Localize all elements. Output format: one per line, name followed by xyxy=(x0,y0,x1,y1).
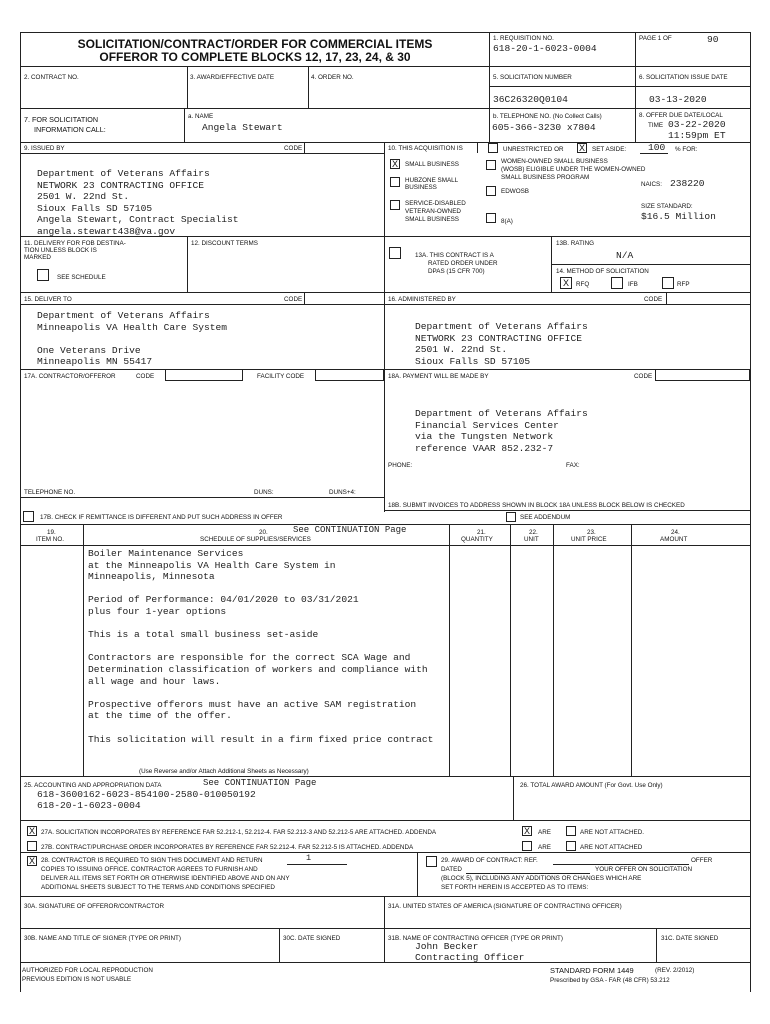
naics-code: 238220 xyxy=(670,178,705,189)
label-discount-terms: 12. DISCOUNT TERMS xyxy=(191,240,258,247)
label-duns4: DUNS+4: xyxy=(329,489,356,496)
schedule-line: Determination classification of workers and compliance with xyxy=(88,663,428,675)
label-facility-code: FACILITY CODE xyxy=(257,373,305,380)
label-sdvosb-3: SMALL BUSINESS xyxy=(405,216,460,223)
label-code-16: CODE xyxy=(644,296,663,303)
schedule-line xyxy=(88,687,433,699)
schedule-description xyxy=(88,548,433,745)
27b-are-not-checkbox[interactable] xyxy=(566,841,576,851)
27a-are-check-mark: X xyxy=(523,826,530,836)
col-amount: AMOUNT xyxy=(660,536,688,543)
label-27b-are-not: ARE NOT ATTACHED xyxy=(580,844,643,851)
schedule-line: Minneapolis, Minnesota xyxy=(88,571,215,583)
label-see-addendum: SEE ADDENDUM xyxy=(520,514,571,521)
administered-by-address xyxy=(415,321,588,367)
issue-date: 03-13-2020 xyxy=(649,94,707,105)
label-pct-for: % FOR: xyxy=(675,146,698,153)
col-item-no: ITEM NO. xyxy=(36,536,64,543)
offer-due-time: 11:59pm ET xyxy=(668,130,726,141)
issued-by-line: Sioux Falls SD 57105 xyxy=(37,202,153,214)
small-business-check-mark: X xyxy=(391,159,398,169)
label-issued-by: 9. ISSUED BY xyxy=(24,145,65,152)
remittance-checkbox[interactable] xyxy=(23,511,34,522)
contact-phone: 605-366-3230 x7804 xyxy=(492,122,596,133)
page-total: 90 xyxy=(707,34,719,45)
payment-line: Financial Services Center xyxy=(415,419,559,431)
label-28-line3: DELIVER ALL ITEMS SET FORTH OR OTHERWISE IDENTIFIED ABOVE AND ON ANY xyxy=(41,875,290,882)
deliver-to-line: Minneapolis VA Health Care System xyxy=(37,321,227,333)
label-29-line3: (BLOCK 5), INCLUDING ANY ADDITIONS OR CHANGES WHICH ARE xyxy=(441,875,642,882)
schedule-line xyxy=(88,641,433,653)
label-rated-order-2: RATED ORDER UNDER xyxy=(428,260,498,267)
label-time: TIME xyxy=(648,122,664,129)
label-27b: 27B. CONTRACT/PURCHASE ORDER INCORPORATES BY REFERENCE FAR 52.212-4. FAR 52.212-5 IS ATTACHED. ADDENDA xyxy=(41,844,414,851)
footer-standard-form: STANDARD FORM 1449 xyxy=(550,966,634,975)
label-27a-are-not: ARE NOT ATTACHED. xyxy=(580,829,645,836)
issued-by-line: Angela Stewart, Contract Specialist xyxy=(37,214,239,226)
label-signature-offeror: 30A. SIGNATURE OF OFFEROR/CONTRACTOR xyxy=(24,903,165,910)
label-rfp: RFP xyxy=(677,281,690,288)
payment-line: via the Tungsten Network xyxy=(415,431,554,443)
27a-are-not-checkbox[interactable] xyxy=(566,826,576,836)
hubzone-checkbox[interactable] xyxy=(390,177,400,187)
schedule-line xyxy=(88,583,433,595)
deliver-to-address xyxy=(37,310,227,368)
col-unit-price: UNIT PRICE xyxy=(571,536,607,543)
setaside-checkbox[interactable] xyxy=(577,143,587,153)
label-signer-name: 30B. NAME AND TITLE OF SIGNER (TYPE OR PRINT) xyxy=(24,935,181,942)
label-payment-by: 18A. PAYMENT WILL BE MADE BY xyxy=(388,373,489,380)
administered-by-line: Sioux Falls SD 57105 xyxy=(415,355,531,367)
small-business-checkbox[interactable] xyxy=(390,159,400,169)
29-checkbox[interactable] xyxy=(426,856,437,867)
officer-name: John Becker xyxy=(415,941,479,952)
label-28-line4: ADDITIONAL SHEETS SUBJECT TO THE TERMS AND CONDITIONS SPECIFIED xyxy=(41,884,275,891)
ifb-checkbox[interactable] xyxy=(611,277,623,289)
label-delivery-fob-3: MARKED xyxy=(24,254,51,261)
col-quantity-num: 21. xyxy=(477,529,486,536)
label-accounting: 25. ACCOUNTING AND APPROPRIATION DATA xyxy=(24,782,162,789)
label-order-no: 4. ORDER NO. xyxy=(311,74,354,81)
27b-checkbox[interactable] xyxy=(27,841,37,851)
label-method: 14. METHOD OF SOLICITATION xyxy=(556,268,649,275)
schedule-line: plus four 1-year options xyxy=(88,605,227,617)
label-for-solicitation: 7. FOR SOLICITATION xyxy=(24,115,99,124)
copies-count: 1 xyxy=(306,853,312,863)
footer-previous-edition: PREVIOUS EDITION IS NOT USABLE xyxy=(22,976,132,983)
administered-by-line: 2501 W. 22nd St. xyxy=(415,344,508,356)
label-29-line4: SET FORTH HEREIN IS ACCEPTED AS TO ITEMS: xyxy=(441,884,589,891)
label-unrestricted: UNRESTRICTED OR xyxy=(503,146,564,153)
27a-are-checkbox[interactable] xyxy=(522,826,532,836)
schedule-line: at the time of the offer. xyxy=(88,710,232,722)
deliver-to-line: Department of Veterans Affairs xyxy=(37,310,210,321)
use-reverse-note: (Use Reverse and/or Attach Additional Sheets as Necessary) xyxy=(139,768,309,775)
label-wosb-3: SMALL BUSINESS PROGRAM xyxy=(501,174,590,181)
label-edwosb: EDWOSB xyxy=(501,188,529,195)
payment-code-field[interactable] xyxy=(655,369,750,381)
label-29-line1: 29. AWARD OF CONTRACT: REF. xyxy=(441,857,538,864)
col-amount-num: 24. xyxy=(671,529,680,536)
label-code-15: CODE xyxy=(284,296,303,303)
form-title-line2: OFFEROR TO COMPLETE BLOCKS 12, 17, 23, 24, & 30 xyxy=(99,50,411,64)
requisition-no: 618-20-1-6023-0004 xyxy=(493,43,597,54)
col-unit-num: 22. xyxy=(529,529,538,536)
28-check-mark: X xyxy=(28,856,35,866)
label-delivery-fob-2: TION UNLESS BLOCK IS xyxy=(24,247,97,254)
footer-authorized: AUTHORIZED FOR LOCAL REPRODUCTION xyxy=(22,967,153,974)
label-telephone: b. TELEPHONE NO. (No Collect Calls) xyxy=(493,113,602,120)
label-setaside: SET ASIDE: xyxy=(592,146,627,153)
see-schedule-checkbox[interactable] xyxy=(37,269,49,281)
rfp-checkbox[interactable] xyxy=(662,277,674,289)
label-29-your-offer: YOUR OFFER ON SOLICITATION xyxy=(595,866,693,873)
label-rating: 13B. RATING xyxy=(556,240,595,247)
label-27a-are: ARE xyxy=(538,829,551,836)
size-standard: $16.5 Million xyxy=(641,211,716,222)
sdvosb-checkbox[interactable] xyxy=(390,200,400,210)
label-signature-officer: 31A. UNITED STATES OF AMERICA (SIGNATURE OF CONTRACTING OFFICER) xyxy=(388,903,622,910)
label-delivery-fob-1: 11. DELIVERY FOR FOB DESTINA- xyxy=(24,240,126,247)
schedule-line: all wage and hour laws. xyxy=(88,675,221,687)
label-information-call: INFORMATION CALL: xyxy=(34,125,106,134)
label-8a: 8(A) xyxy=(501,218,513,225)
contractor-code-field[interactable] xyxy=(165,369,243,381)
label-administered-by: 16. ADMINISTERED BY xyxy=(388,296,456,303)
schedule-line: Boiler Maintenance Services xyxy=(88,548,244,559)
schedule-line xyxy=(88,618,433,630)
label-wosb-1: WOMEN-OWNED SMALL BUSINESS xyxy=(501,158,608,165)
deliver-to-line: Minneapolis MN 55417 xyxy=(37,356,153,368)
label-telephone-no: TELEPHONE NO. xyxy=(24,489,76,496)
accounting-line-1: 618-3600162-6023-854100-2580-010050192 xyxy=(37,789,256,800)
label-rated-order-3: DPAS (15 CFR 700) xyxy=(428,268,485,275)
issued-by-address xyxy=(37,168,239,238)
accounting-line-2: 618-20-1-6023-0004 xyxy=(37,800,141,811)
schedule-line: Contractors are responsible for the correct SCA Wage and xyxy=(88,652,411,664)
issued-by-line: 2501 W. 22nd St. xyxy=(37,191,130,203)
label-offer-due: 8. OFFER DUE DATE/LOCAL xyxy=(639,112,723,119)
label-27a: 27A. SOLICITATION INCORPORATES BY REFERENCE FAR 52.212-1, 52.212-4. FAR 52.212-3 AND 52.212-5 ARE ATTACHED. ADDENDA xyxy=(41,829,437,836)
label-acquisition: 10. THIS ACQUISITION IS xyxy=(388,145,463,152)
officer-title: Contracting Officer xyxy=(415,952,525,963)
schedule-line: at the Minneapolis VA Health Care System in xyxy=(88,559,336,571)
rated-order-checkbox[interactable] xyxy=(389,247,401,259)
label-sdvosb-2: VETERAN-OWNED xyxy=(405,208,461,215)
label-sdvosb-1: SERVICE-DISABLED xyxy=(405,200,466,207)
label-29-dated: DATED xyxy=(441,866,462,873)
label-phone: PHONE: xyxy=(388,462,413,469)
issued-by-line: NETWORK 23 CONTRACTING OFFICE xyxy=(37,179,204,191)
label-29-offer: OFFER xyxy=(691,857,713,864)
label-code-18: CODE xyxy=(634,373,653,380)
rfq-check-mark: X xyxy=(562,278,569,288)
deliver-to-line: One Veterans Drive xyxy=(37,344,141,356)
col-schedule-num: 20. xyxy=(259,529,268,536)
offer-due-date: 03-22-2020 xyxy=(668,119,726,130)
administered-by-line: Department of Veterans Affairs xyxy=(415,321,588,332)
27a-check-mark: X xyxy=(28,826,35,836)
schedule-line: Prospective offerors must have an active SAM registration xyxy=(88,698,417,710)
label-date-signed-30c: 30C. DATE SIGNED xyxy=(283,935,341,942)
rfq-checkbox[interactable] xyxy=(560,277,572,289)
issued-by-line: Department of Veterans Affairs xyxy=(37,168,210,179)
label-small-business: SMALL BUSINESS xyxy=(405,161,460,168)
form-title-line1: SOLICITATION/CONTRACT/ORDER FOR COMMERCIAL ITEMS xyxy=(77,37,433,51)
label-award-date: 3. AWARD/EFFECTIVE DATE xyxy=(190,74,275,81)
label-hubzone-2: BUSINESS xyxy=(405,184,437,191)
label-see-schedule: SEE SCHEDULE xyxy=(57,274,106,281)
rating-value: N/A xyxy=(616,250,634,261)
label-28-line1: 28. CONTRACTOR IS REQUIRED TO SIGN THIS DOCUMENT AND RETURN xyxy=(41,857,263,864)
label-28-line2: COPIES TO ISSUING OFFICE. CONTRACTOR AGREES TO FURNISH AND xyxy=(41,866,258,873)
label-ifb: IFB xyxy=(628,281,638,288)
label-date-signed-31c: 31C. DATE SIGNED xyxy=(661,935,719,942)
solicitation-number: 36C26320Q0104 xyxy=(493,94,568,105)
label-code-17: CODE xyxy=(136,373,155,380)
edwosb-checkbox[interactable] xyxy=(486,186,496,196)
payment-line: reference VAAR 852.232-7 xyxy=(415,442,554,454)
administered-by-line: NETWORK 23 CONTRACTING OFFICE xyxy=(415,332,582,344)
28-checkbox[interactable] xyxy=(27,856,37,866)
label-code-9: CODE xyxy=(284,145,303,152)
label-contractor: 17A. CONTRACTOR/OFFEROR xyxy=(24,373,116,380)
issued-by-line: angela.stewart438@va.gov xyxy=(37,225,176,237)
label-contact-name: a. NAME xyxy=(188,113,214,120)
footer-rev: (REV. 2/2012) xyxy=(655,967,695,974)
label-27b-are: ARE xyxy=(538,844,551,851)
schedule-line: Period of Performance: 04/01/2020 to 03/31/2021 xyxy=(88,594,359,606)
label-solicitation-no: 5. SOLICITATION NUMBER xyxy=(493,74,572,81)
setaside-percent: 100 xyxy=(648,142,666,153)
label-naics: NAICS: xyxy=(641,181,662,188)
schedule-see-continuation: See CONTINUATION Page xyxy=(293,525,407,535)
col-item-no-num: 19. xyxy=(47,529,56,536)
footer-prescribed: Prescribed by GSA - FAR (48 CFR) 53.212 xyxy=(550,977,670,984)
see-addendum-checkbox[interactable] xyxy=(506,512,516,522)
label-fax: FAX: xyxy=(566,462,580,469)
label-wosb-2: (WOSB) ELIGIBLE UNDER THE WOMEN-OWNED xyxy=(501,166,646,173)
label-rfq: RFQ xyxy=(576,281,590,288)
27a-checkbox[interactable] xyxy=(27,826,37,836)
label-submit-invoices: 18B. SUBMIT INVOICES TO ADDRESS SHOWN IN BLOCK 18A UNLESS BLOCK BELOW IS CHECKED xyxy=(388,502,685,509)
schedule-line: This is a total small business set-aside xyxy=(88,629,319,641)
label-size-standard: SIZE STANDARD: xyxy=(641,203,693,210)
label-hubzone-1: HUBZONE SMALL xyxy=(405,177,459,184)
label-deliver-to: 15. DELIVER TO xyxy=(24,296,72,303)
label-requisition-no: 1. REQUISITION NO. xyxy=(493,35,554,42)
col-unit-price-num: 23. xyxy=(587,529,596,536)
facility-code-field[interactable] xyxy=(315,369,384,381)
label-contract-no: 2. CONTRACT NO. xyxy=(24,74,79,81)
accounting-see-continuation: See CONTINUATION Page xyxy=(203,778,317,788)
label-duns: DUNS: xyxy=(254,489,274,496)
schedule-line xyxy=(88,722,433,734)
setaside-check-mark: X xyxy=(578,143,585,153)
8a-checkbox[interactable] xyxy=(486,213,496,223)
col-schedule: SCHEDULE OF SUPPLIES/SERVICES xyxy=(200,536,311,543)
label-total-award: 26. TOTAL AWARD AMOUNT (For Govt. Use Only) xyxy=(520,782,663,789)
label-issue-date: 6. SOLICITATION ISSUE DATE xyxy=(639,74,728,81)
27b-are-checkbox[interactable] xyxy=(522,841,532,851)
payment-address xyxy=(415,408,588,454)
payment-line: Department of Veterans Affairs xyxy=(415,408,588,419)
col-unit: UNIT xyxy=(524,536,539,543)
wosb-checkbox[interactable] xyxy=(486,160,496,170)
unrestricted-checkbox[interactable] xyxy=(488,143,498,153)
schedule-line: This solicitation will result in a firm fixed price contract xyxy=(88,733,434,745)
label-rated-order-1: 13A. THIS CONTRACT IS A xyxy=(415,252,494,259)
label-page: PAGE 1 OF xyxy=(639,35,672,42)
label-officer-name: 31B. NAME OF CONTRACTING OFFICER (TYPE OR PRINT) xyxy=(388,935,563,942)
label-remittance: 17B. CHECK IF REMITTANCE IS DIFFERENT AND PUT SUCH ADDRESS IN OFFER xyxy=(40,514,283,521)
deliver-to-line xyxy=(37,333,227,345)
contact-name: Angela Stewart xyxy=(202,122,283,133)
col-quantity: QUANTITY xyxy=(461,536,493,543)
